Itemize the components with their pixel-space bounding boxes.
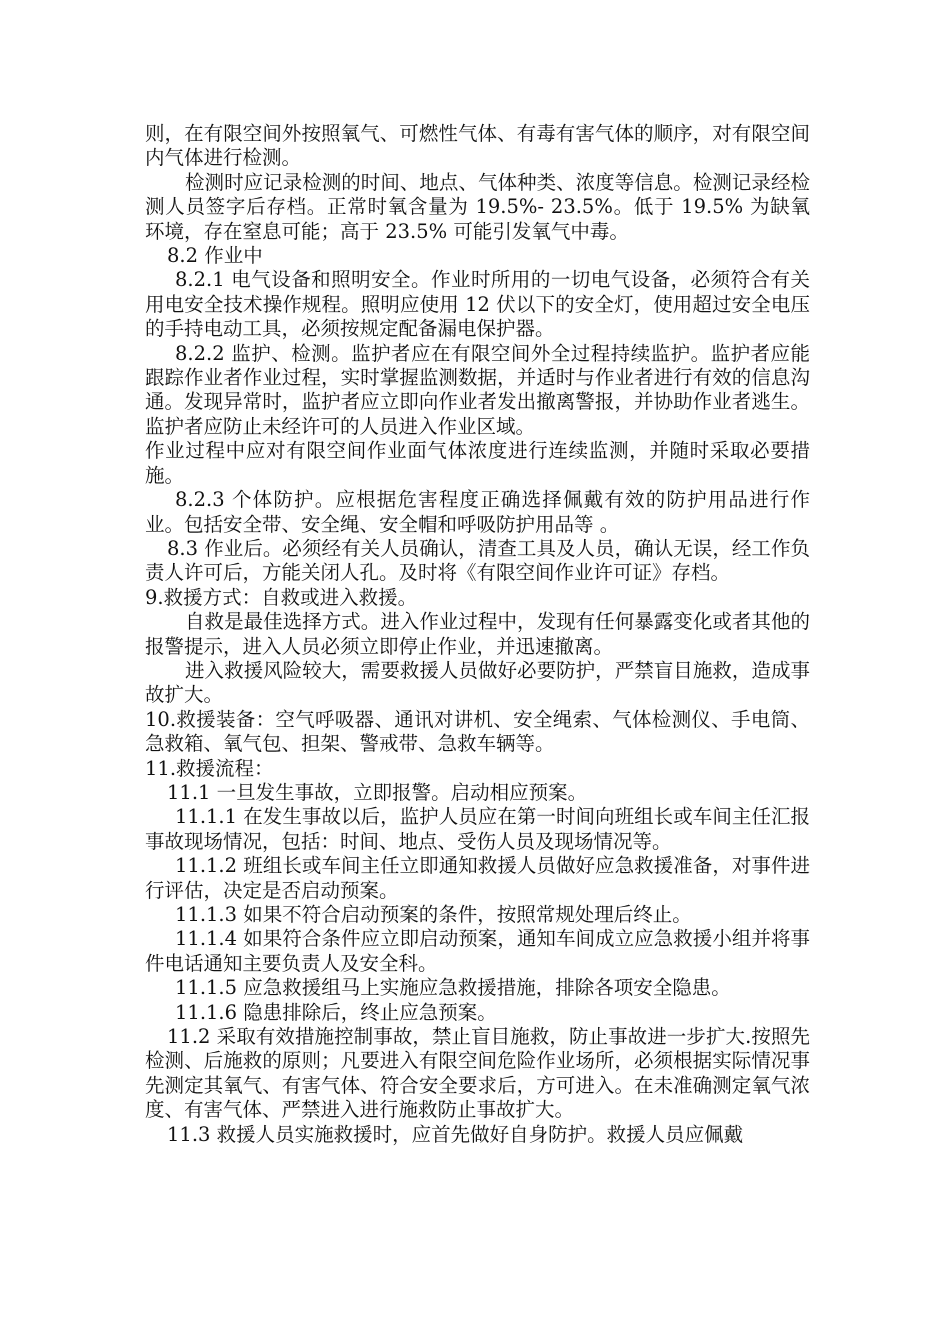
paragraph: 自救是最佳选择方式。进入作业过程中，发现有任何暴露变化或者其他的报警提示，进入人员必须立即停止作业，并迅速撤离。 bbox=[145, 610, 810, 658]
paragraph: 11.1.2 班组长或车间主任立即通知救援人员做好应急救援准备，对事件进行评估，决定是否启动预案。 bbox=[145, 854, 810, 902]
paragraph: 8.2.3 个体防护。应根据危害程度正确选择佩戴有效的防护用品进行作业。包括安全带、安全绳、安全帽和呼吸防护用品等 。 bbox=[145, 488, 810, 536]
paragraph: 11.1.6 隐患排除后，终止应急预案。 bbox=[175, 1000, 497, 1024]
paragraph: 8.2.2 监护、检测。监护者应在有限空间外全过程持续监护。监护者应能跟踪作业者作业过程，实时掌握监测数据，并适时与作业者进行有效的信息沟通。发现异常时，监护者应立即向作业者发出撤离警报，并协助作业者逃生。监护者应防止未经许可的人员进入作业区域。 bbox=[145, 341, 810, 438]
document-page bbox=[145, 122, 810, 1147]
paragraph: 8.3 作业后。必须经有关人员确认，清查工具及人员，确认无误，经工作负责人许可后，方能关闭人孔。及时将《有限空间作业许可证》存档。 bbox=[145, 536, 810, 585]
paragraph: 作业过程中应对有限空间作业面气体浓度进行连续监测，并随时采取必要措施。 bbox=[145, 439, 810, 487]
paragraph: 11.1.4 如果符合条件应立即启动预案，通知车间成立应急救援小组并将事件电话通知主要负责人及安全科。 bbox=[145, 927, 810, 975]
paragraph: 11.2 采取有效措施控制事故，禁止盲目施救，防止事故进一步扩大.按照先检测、后施救的原则；凡要进入有限空间危险作业场所，必须根据实际情况事先测定其氧气、有害气体、符合安全要求后，方可进入。在未准确测定氧气浓度、有害气体、严禁进入进行施救防止事故扩大。 bbox=[145, 1025, 810, 1122]
paragraph: 11.3 救援人员实施救援时，应首先做好自身防护。救援人员应佩戴 bbox=[167, 1122, 744, 1146]
section-heading: 11.救援流程： bbox=[145, 756, 274, 780]
paragraph: 进入救援风险较大，需要救援人员做好必要防护，严禁盲目施救，造成事故扩大。 bbox=[145, 658, 810, 707]
paragraph: 11.1.5 应急救援组马上实施应急救援措施，排除各项安全隐患。 bbox=[175, 976, 731, 1000]
section-heading: 8.2 作业中 bbox=[167, 244, 263, 268]
paragraph: 检测时应记录检测的时间、地点、气体种类、浓度等信息。检测记录经检测人员签字后存档。正常时氧含量为 19.5%- 23.5%。低于 19.5% 为缺氧环境，存在窒息可能；高于 23.5% 可能引发氧气中毒。 bbox=[145, 170, 810, 243]
paragraph: 8.2.1 电气设备和照明安全。作业时所用的一切电气设备，必须符合有关用电安全技术操作规程。照明应使用 12 伏以下的安全灯，使用超过安全电压的手持电动工具，必须按规定配备漏电保护器。 bbox=[145, 268, 810, 341]
paragraph: 则，在有限空间外按照氧气、可燃性气体、有毒有害气体的顺序，对有限空间内气体进行检测。 bbox=[145, 122, 810, 170]
paragraph: 11.1.1 在发生事故以后，监护人员应在第一时间向班组长或车间主任汇报事故现场情况，包括：时间、地点、受伤人员及现场情况等。 bbox=[145, 805, 810, 853]
section-heading: 9.救援方式：自救或进入救援。 bbox=[145, 585, 418, 609]
section-heading: 10.救援装备：空气呼吸器、通讯对讲机、安全绳索、气体检测仪、手电筒、急救箱、氧气包、担架、警戒带、急救车辆等。 bbox=[145, 707, 810, 756]
paragraph: 11.1.3 如果不符合启动预案的条件，按照常规处理后终止。 bbox=[175, 903, 692, 926]
paragraph: 11.1 一旦发生事故，立即报警。启动相应预案。 bbox=[167, 780, 588, 804]
